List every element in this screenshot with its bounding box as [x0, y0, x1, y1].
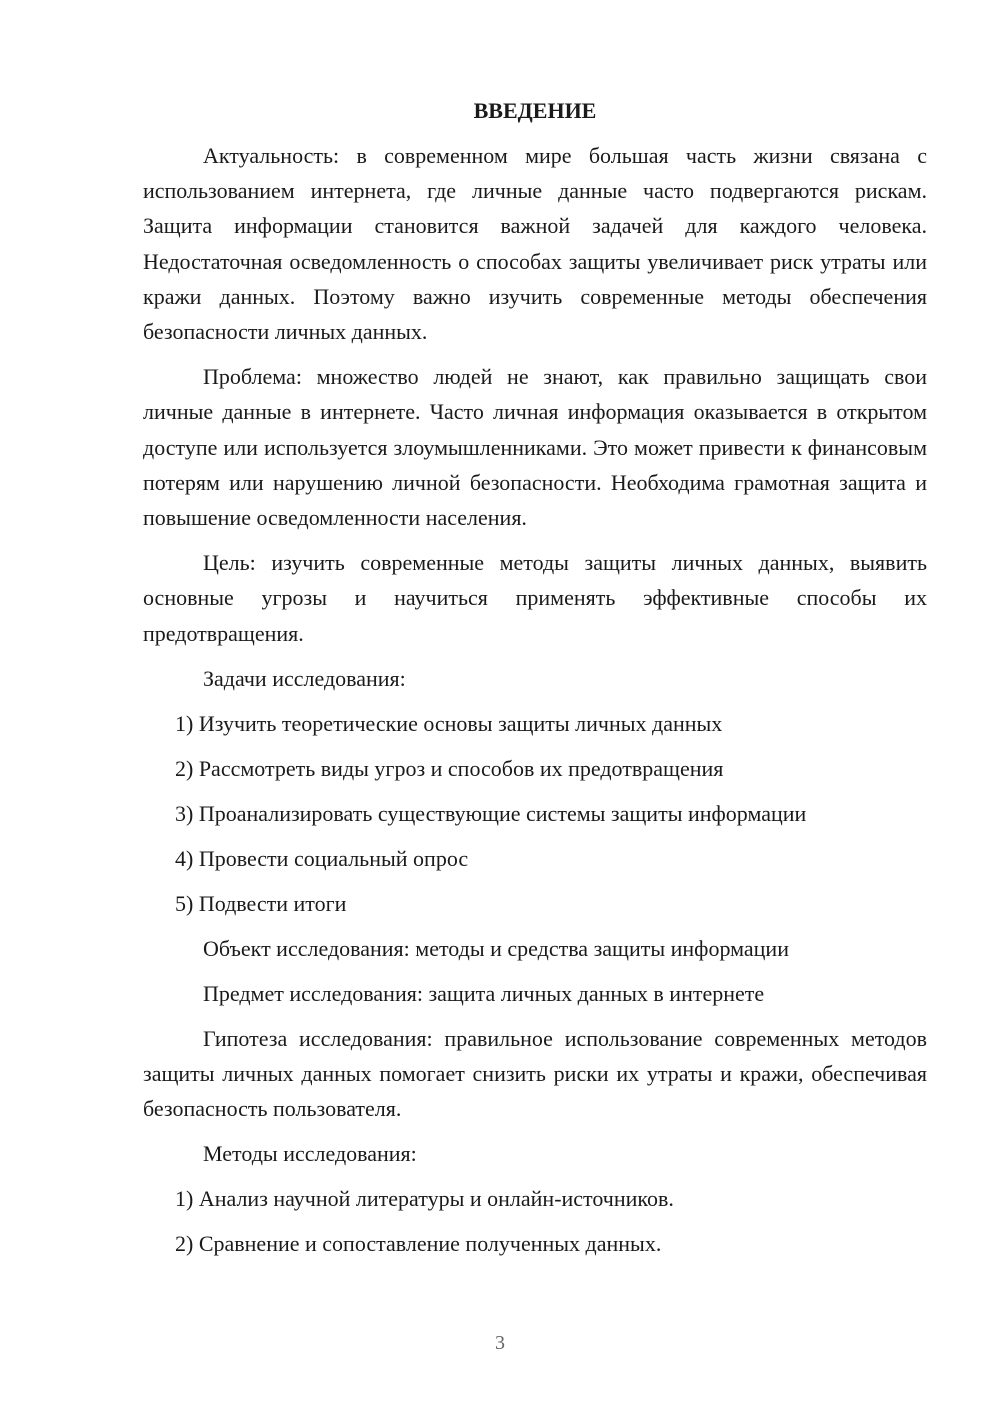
task-item: 3) Проанализировать существующие системы защиты информации — [175, 800, 807, 826]
relevance-paragraph: Актуальность: в современном мире большая часть жизни связана с использованием интернета, где личные данные часто подвергаются рискам. Защита информации становится важной задачей для каждого человека. Недостаточная осведомленность о способах защиты увеличивает риск утраты или кражи данных. Поэтому важно изучить современные методы обеспечения безопасности личных данных. — [143, 143, 927, 345]
task-item: 2) Рассмотреть виды угроз и способов их предотвращения — [175, 755, 724, 781]
hypothesis-paragraph: Гипотеза исследования: правильное использование современных методов защиты личных данных помогает снизить риски их утраты и кражи, обеспечивая безопасность пользователя. — [143, 1025, 927, 1122]
goal-paragraph: Цель: изучить современные методы защиты личных данных, выявить основные угрозы и научиться применять эффективные способы их предотвращения. — [143, 550, 927, 646]
section-heading: ВВЕДЕНИЕ — [473, 98, 597, 123]
tasks-title: Задачи исследования: — [203, 665, 406, 691]
problem-paragraph: Проблема: множество людей не знают, как правильно защищать свои личные данные в интернете. Часто личная информация оказывается в открытом доступе или используется злоумышленниками. Это может привести к финансовым потерям или нарушению личной безопасности. Необходима грамотная защита и повышение осведомленности населения. — [143, 364, 927, 531]
method-item: 2) Сравнение и сопоставление полученных данных. — [175, 1231, 662, 1257]
methods-list — [143, 1181, 927, 1261]
tasks-list — [143, 706, 927, 921]
methods-title: Методы исследования: — [203, 1141, 417, 1167]
task-item: 1) Изучить теоретические основы защиты личных данных — [175, 710, 723, 736]
task-item: 4) Провести социальный опрос — [175, 845, 469, 871]
document-body — [143, 96, 927, 1271]
method-item: 1) Анализ научной литературы и онлайн-источников. — [175, 1186, 674, 1212]
page-number: 3 — [495, 1332, 505, 1354]
object-line: Объект исследования: методы и средства защиты информации — [203, 935, 789, 961]
subject-line: Предмет исследования: защита личных данных в интернете — [203, 980, 765, 1006]
task-item: 5) Подвести итоги — [175, 890, 347, 916]
